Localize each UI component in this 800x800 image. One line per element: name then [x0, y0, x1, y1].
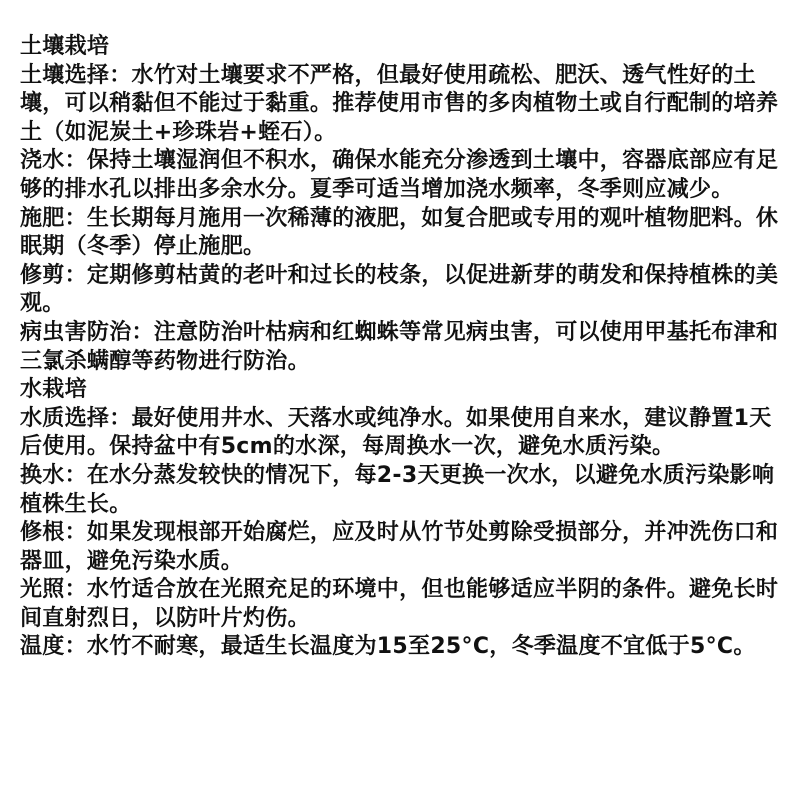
fertilizing-paragraph: 施肥：生长期每月施用一次稀薄的液肥，如复合肥或专用的观叶植物肥料。休眠期（冬季）停止施肥。	[20, 205, 779, 260]
soil-cultivation-heading: 土壤栽培	[20, 34, 110, 59]
water-quality-paragraph: 水质选择：最好使用井水、天落水或纯净水。如果使用自来水，建议静置1天后使用。保持盆中有5cm的水深，每周换水一次，避免水质污染。	[20, 405, 772, 460]
water-change-paragraph: 换水：在水分蒸发较快的情况下，每2-3天更换一次水，以避免水质污染影响植株生长。	[20, 462, 775, 517]
care-guide-document	[20, 33, 780, 662]
water-cultivation-heading: 水栽培	[20, 377, 87, 403]
watering-paragraph: 浇水：保持土壤湿润但不积水，确保水能充分渗透到土壤中，容器底部应有足够的排水孔以排出多余水分。夏季可适当增加浇水频率，冬季则应减少。	[20, 148, 779, 202]
pruning-paragraph: 修剪：定期修剪枯黄的老叶和过长的枝条，以促进新芽的萌发和保持植株的美观。	[20, 262, 779, 317]
temperature-paragraph: 温度：水竹不耐寒，最适生长温度为15至25°C，冬季温度不宜低于5°C。	[20, 634, 756, 660]
soil-selection-paragraph: 土壤选择：水竹对土壤要求不严格，但最好使用疏松、肥沃、透气性好的土壤，可以稍黏但不能过于黏重。推荐使用市售的多肉植物土或自行配制的培养土（如泥炭土+珍珠岩+蛭石）。	[20, 62, 779, 145]
root-trim-paragraph: 修根：如果发现根部开始腐烂，应及时从竹节处剪除受损部分，并冲洗伤口和器皿，避免污染水质。	[20, 520, 779, 574]
pest-control-paragraph: 病虫害防治：注意防治叶枯病和红蜘蛛等常见病虫害，可以使用甲基托布津和三氯杀螨醇等药物进行防治。	[20, 319, 779, 374]
lighting-paragraph: 光照：水竹适合放在光照充足的环境中，但也能够适应半阴的条件。避免长时间直射烈日，以防叶片灼伤。	[20, 577, 779, 631]
